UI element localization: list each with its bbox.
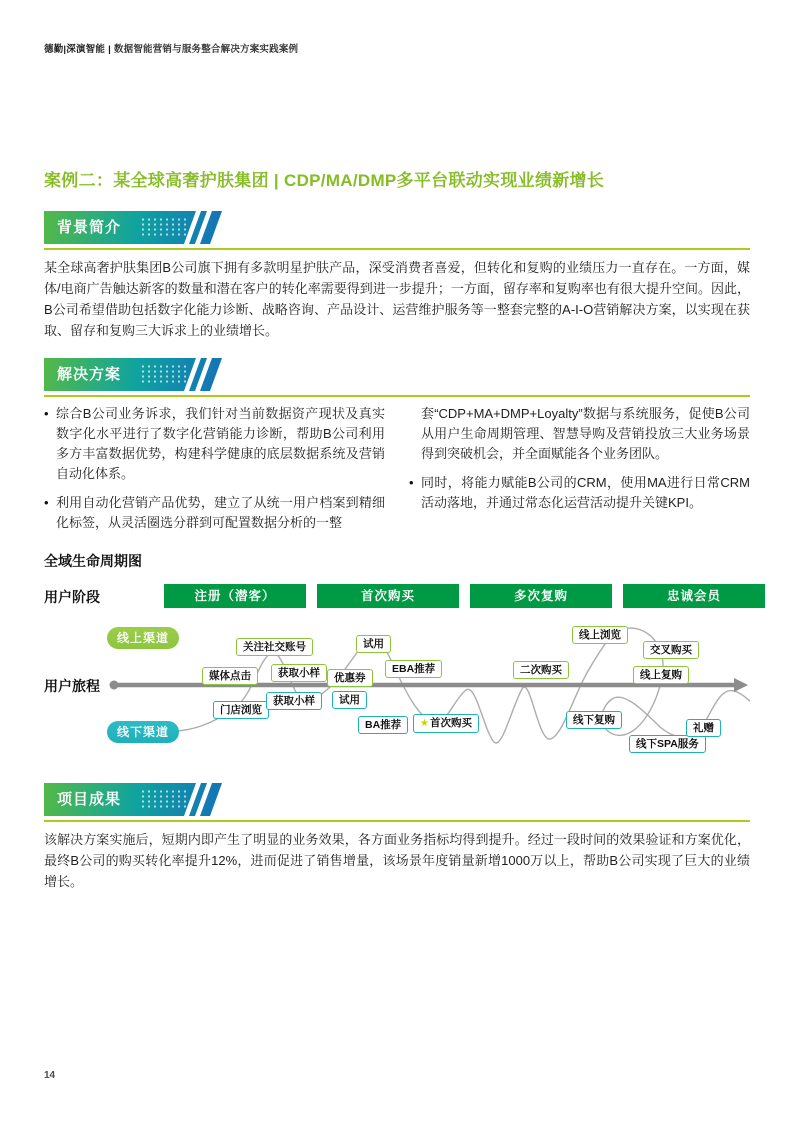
journey-node: 礼赠 bbox=[686, 719, 721, 737]
header-brand: 德勤|深演智能 bbox=[44, 44, 106, 55]
section-rule bbox=[44, 248, 750, 250]
lifecycle-diagram bbox=[44, 579, 750, 764]
journey-line-arrowhead-icon bbox=[734, 678, 748, 692]
journey-node: 线上复购 bbox=[633, 666, 689, 684]
star-icon: ★ bbox=[420, 718, 429, 729]
journey-label: 用户旅程 bbox=[44, 678, 100, 694]
solution-continuation-text: 套“CDP+MA+DMP+Loyalty”数据与系统服务，促使B公司从用户生命周期管理、智慧导购及营销投放三大业务场景得到突破机会，并全面赋能各个业务团队。 bbox=[421, 406, 750, 461]
section-banner-results bbox=[44, 783, 222, 816]
journey-line-start-dot bbox=[110, 681, 119, 690]
section-rule bbox=[44, 395, 750, 397]
stage-bar: 首次购买 bbox=[317, 584, 459, 608]
results-paragraph: 该解决方案实施后，短期内即产生了明显的业务效果，各方面业务指标均得到提升。经过一段时间的效果验证和方案优化，最终B公司的购买转化率提升12%，进而促进了销售增量，该场景年度销量新增1000万以上，帮助B公司实现了巨大的业绩增长。 bbox=[44, 832, 750, 889]
page-number: 14 bbox=[44, 1070, 56, 1081]
journey-node: 优惠券 bbox=[327, 669, 373, 687]
stage-label: 用户阶段 bbox=[44, 589, 100, 605]
journey-node: 交叉购买 bbox=[643, 641, 699, 659]
binary-dots-decoration bbox=[140, 364, 188, 385]
solution-column-right bbox=[409, 404, 750, 542]
journey-node: 二次购买 bbox=[513, 661, 569, 679]
bullet-text: 利用自动化营销产品优势，建立了从统一用户档案到精细化标签，从灵活圈选分群到可配置数据分析的一整 bbox=[56, 495, 385, 530]
bullet-item bbox=[44, 493, 385, 533]
bullet-item bbox=[44, 404, 385, 484]
journey-node: 试用 bbox=[356, 635, 391, 653]
journey-node: 门店浏览 bbox=[213, 701, 269, 719]
journey-node: ★首次购买 bbox=[413, 714, 479, 733]
binary-dots-decoration bbox=[140, 217, 188, 238]
bullet-dot: • bbox=[44, 495, 49, 510]
journey-node: EBA推荐 bbox=[385, 660, 442, 678]
journey-node: 获取小样 bbox=[266, 692, 322, 710]
stage-bars bbox=[164, 584, 765, 608]
section-banner-background bbox=[44, 211, 222, 244]
journey-node: 线下复购 bbox=[566, 711, 622, 729]
binary-dots-decoration bbox=[140, 789, 188, 810]
background-paragraph: 某全球高奢护肤集团B公司旗下拥有多款明星护肤产品，深受消费者喜爱，但转化和复购的业绩压力一直存在。一方面，媒体/电商广告触达新客的数量和潜在客户的转化率需要得到进一步提升；一方面，留存率和复购率也有很大提升空间。因此，B公司希望借助包括数字化能力诊断、战略咨询、产品设计、运营维护服务等一整套完整的A-I-O营销解决方案，以实现在获取、留存和复购三大诉求上的业绩增长。 bbox=[44, 260, 750, 338]
header-divider: | bbox=[108, 44, 111, 55]
journey-node: 线上浏览 bbox=[572, 626, 628, 644]
bullet-text: 同时，将能力赋能B公司的CRM，使用MA进行日常CRM活动落地，并通过常态化运营活动提升关键KPI。 bbox=[421, 475, 750, 510]
bullet-item bbox=[409, 473, 750, 513]
page-content bbox=[0, 168, 794, 892]
channel-pill-offline: 线下渠道 bbox=[107, 721, 179, 743]
header-subtitle: 数据智能营销与服务整合解决方案实践案例 bbox=[113, 44, 299, 55]
section-solution bbox=[44, 358, 750, 542]
section-banner-solution bbox=[44, 358, 222, 391]
banner-heading: 背景简介 bbox=[57, 219, 122, 236]
stage-bar: 忠诚会员 bbox=[623, 584, 765, 608]
bullet-dot: • bbox=[409, 475, 414, 490]
solution-columns bbox=[44, 404, 750, 542]
section-rule bbox=[44, 820, 750, 822]
banner-heading: 解决方案 bbox=[57, 366, 122, 383]
journey-node: 获取小样 bbox=[271, 664, 327, 682]
bullet-dot: • bbox=[44, 406, 49, 421]
journey-node: 媒体点击 bbox=[202, 667, 258, 685]
bullet-text: 综合B公司业务诉求，我们针对当前数据资产现状及真实数字化水平进行了数字化营销能力诊断，帮助B公司利用多方丰富数据优势，构建科学健康的底层数据系统及营销自动化体系。 bbox=[56, 406, 385, 481]
banner-heading: 项目成果 bbox=[57, 791, 122, 808]
section-background bbox=[44, 211, 750, 341]
document-header bbox=[44, 41, 298, 55]
page-title: 案例二：某全球高奢护肤集团 | CDP/MA/DMP多平台联动实现业绩新增长 bbox=[44, 171, 605, 190]
diagram-title: 全域生命周期图 bbox=[44, 553, 142, 569]
channel-pill-online: 线上渠道 bbox=[107, 627, 179, 649]
journey-node: 线下SPA服务 bbox=[629, 735, 706, 753]
stage-bar: 多次复购 bbox=[470, 584, 612, 608]
journey-node: 试用 bbox=[332, 691, 367, 709]
stage-bar: 注册（潜客） bbox=[164, 584, 306, 608]
solution-column-left bbox=[44, 404, 385, 542]
section-results bbox=[44, 783, 750, 892]
journey-node: BA推荐 bbox=[358, 716, 408, 734]
journey-node: 关注社交账号 bbox=[236, 638, 313, 656]
